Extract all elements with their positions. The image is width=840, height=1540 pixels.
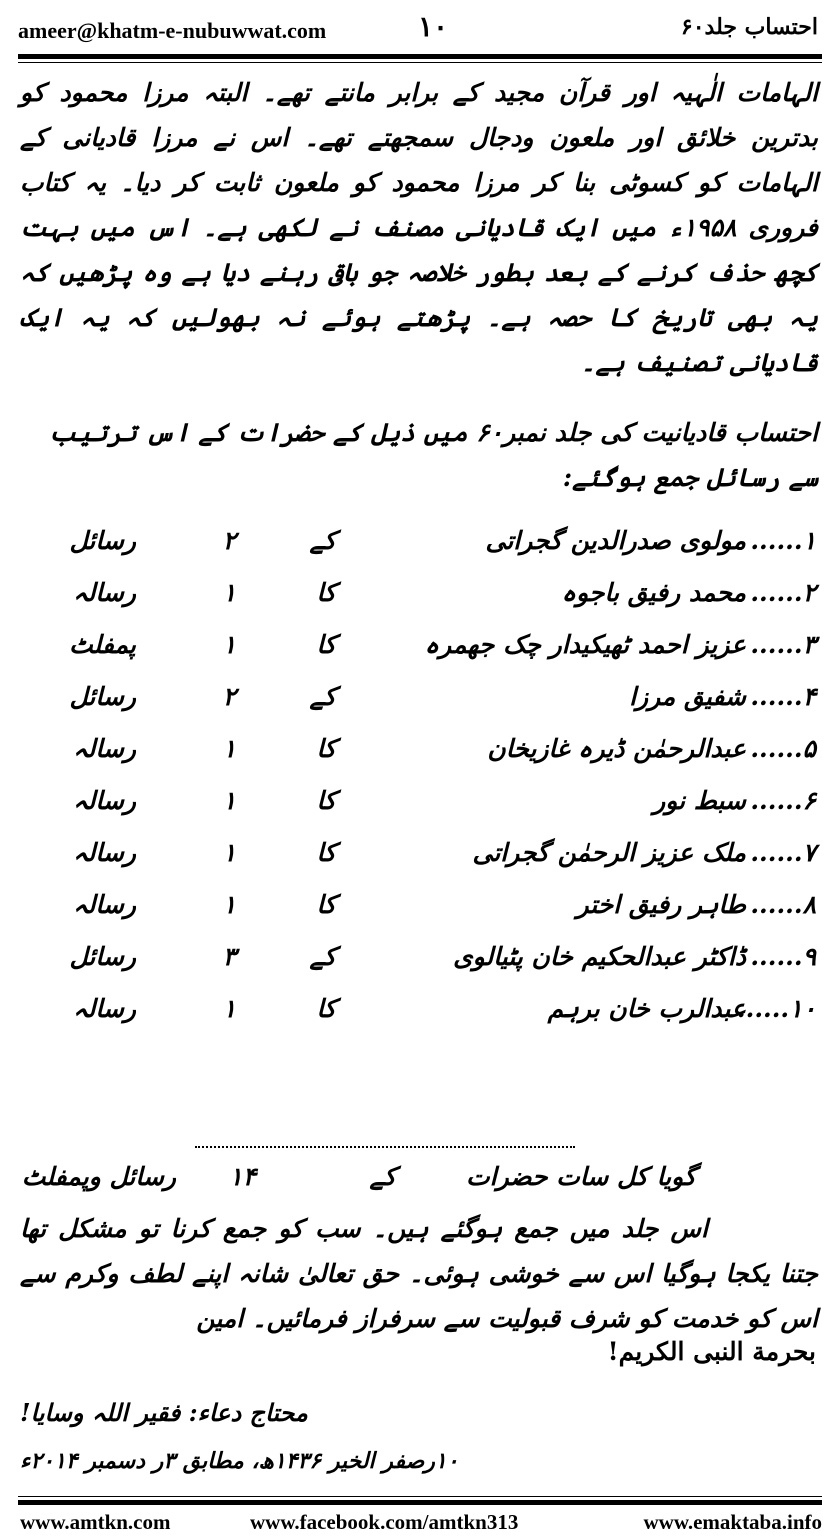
signature: محتاج دعاء: فقیر اللہ وسایا! <box>20 1398 308 1427</box>
item-count: ۱ <box>222 994 236 1023</box>
item-particle: کا <box>316 786 336 815</box>
item-count: ۱ <box>222 786 236 815</box>
item-particle: کا <box>316 734 336 763</box>
header-rule <box>18 54 822 63</box>
list-item <box>20 674 816 726</box>
item-count: ۱ <box>222 734 236 763</box>
item-number: ۱۰...... <box>736 994 816 1023</box>
item-kind: رسالہ <box>73 786 136 815</box>
footer-rule <box>18 1496 822 1505</box>
item-kind: رسائل <box>69 942 136 971</box>
item-kind: رسالہ <box>73 838 136 867</box>
list-item <box>20 622 816 674</box>
item-count: ۲ <box>222 682 236 711</box>
total-kind: رسائل وپمفلٹ <box>21 1162 176 1191</box>
author-name: طاہر رفیق اختر <box>576 890 746 919</box>
total-text: گویا کل سات حضرات <box>466 1162 696 1191</box>
item-number: ۹...... <box>750 942 816 971</box>
closing-paragraph <box>20 1206 818 1341</box>
item-number: ۳...... <box>750 630 816 659</box>
item-particle: کے <box>309 682 336 711</box>
date-line: ۱۰رصفر الخیر ۱۴۳۶ھ، مطابق ۳ر دسمبر ۲۰۱۴ء <box>20 1448 459 1474</box>
list-item <box>20 570 816 622</box>
total-row <box>20 1158 816 1202</box>
total-count: ۱۴ <box>229 1162 256 1191</box>
item-count: ۱ <box>222 890 236 919</box>
header-email: ameer@khatm-e-nubuwwat.com <box>18 18 327 43</box>
item-particle: کا <box>316 838 336 867</box>
item-particle: کا <box>316 890 336 919</box>
author-name: شفیق مرزا <box>629 682 746 711</box>
item-count: ۱ <box>222 630 236 659</box>
item-number: ۵...... <box>750 734 816 763</box>
author-name: عزیز احمد ٹھیکیدار چک جھمرہ <box>424 630 746 659</box>
author-name: عبدالرحمٰن ڈیرہ غازیخان <box>487 734 746 763</box>
item-particle: کے <box>309 526 336 555</box>
item-count: ۱ <box>222 578 236 607</box>
item-number: ۸...... <box>750 890 816 919</box>
author-name: عبدالرب خان برہم <box>547 994 746 1023</box>
footer-link-emaktaba[interactable]: www.emaktaba.info <box>643 1510 822 1534</box>
list-intro: احتساب قادیانیت کی جلد نمبر۶۰ میں ذیل کے حضرات کے اس ترتیب سے رسائل جمع ہوگئے: <box>49 418 818 492</box>
item-number: ۲...... <box>750 578 816 607</box>
list-item <box>20 986 816 1038</box>
page-number: ۱۰ <box>418 10 449 43</box>
item-particle: کا <box>316 994 336 1023</box>
total-particle: کے <box>369 1162 396 1191</box>
collection-list <box>20 518 816 1038</box>
list-item <box>20 518 816 570</box>
list-item <box>20 830 816 882</box>
author-name: مولوی صدرالدین گجراتی <box>485 526 746 555</box>
item-particle: کے <box>309 942 336 971</box>
item-kind: پمفلٹ <box>69 630 136 659</box>
item-number: ۴...... <box>750 682 816 711</box>
list-item <box>20 726 816 778</box>
item-count: ۲ <box>222 526 236 555</box>
footer-link-amtkn[interactable]: www.amtkn.com <box>20 1510 171 1534</box>
footer-link-facebook[interactable]: www.facebook.com/amtkn313 <box>250 1510 519 1534</box>
list-item <box>20 934 816 986</box>
item-kind: رسالہ <box>73 994 136 1023</box>
list-item <box>20 882 816 934</box>
item-kind: رسالہ <box>73 890 136 919</box>
item-kind: رسائل <box>69 526 136 555</box>
item-kind: رسائل <box>69 682 136 711</box>
author-name: سبط نور <box>653 786 746 815</box>
item-particle: کا <box>316 630 336 659</box>
closing-arabic: بحرمة النبی الکریم! <box>607 1337 816 1366</box>
item-particle: کا <box>316 578 336 607</box>
dotted-divider <box>195 1146 575 1148</box>
item-count: ۱ <box>222 838 236 867</box>
author-name: ڈاکٹر عبدالحکیم خان پٹیالوی <box>453 942 746 971</box>
list-item <box>20 778 816 830</box>
intro-paragraph: الہامات الٰہیہ اور قرآن مجید کے برابر مانتے تھے۔ البتہ مرزا محمود کو بدترین خلائق اور ملعون ودجال سمجھتے تھے۔ اس نے مرزا قادیانی کے الہامات کو کسوٹی بنا کر مرزا محمود کو ملعون ثابت کر دیا۔ یہ کتاب فروری ۱۹۵۸ء میں ایک قادیانی مصنف نے لکھی ہے۔ اس میں بہت کچھ حذف کرنے کے بعد بطور خلاصہ جو باقی رہنے دیا ہے وہ پڑھیں کہ یہ بھی تاریخ کا حصہ ہے۔ پڑھتے ہوئے نہ بھولیں کہ یہ ایک قادیانی تصنیف ہے۔ <box>20 78 819 377</box>
author-name: ملک عزیز الرحمٰن گجراتی <box>472 838 746 867</box>
item-number: ۱...... <box>750 526 816 555</box>
author-name: محمد رفیق باجوہ <box>561 578 746 607</box>
item-kind: رسالہ <box>73 578 136 607</box>
item-number: ۶...... <box>750 786 816 815</box>
item-count: ۳ <box>222 942 236 971</box>
item-number: ۷...... <box>750 838 816 867</box>
item-kind: رسالہ <box>73 734 136 763</box>
page-header <box>18 10 818 50</box>
volume-title: احتساب جلد۶۰ <box>680 14 818 40</box>
closing-text: اس جلد میں جمع ہوگئے ہیں۔ سب کو جمع کرنا تو مشکل تھا جتنا یکجا ہوگیا اس سے خوشی ہوئی۔ حق تعالیٰ شانہ اپنے لطف وکرم سے اس کو خدمت کو شرف قبولیت سے سرفراز فرمائیں۔ امین <box>20 1214 818 1333</box>
